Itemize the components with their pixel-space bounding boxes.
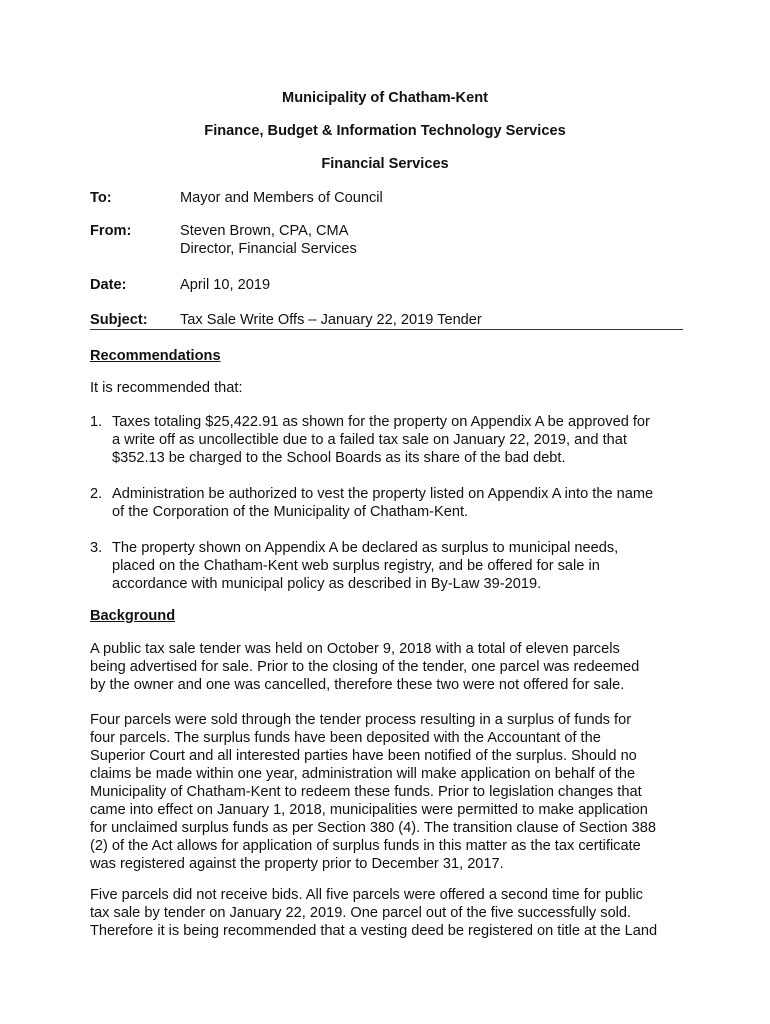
- recommendation-number: 3.: [90, 540, 103, 556]
- text-line: accordance with municipal policy as described in By-Law 39-2019.: [112, 576, 542, 592]
- to-label: To:: [90, 190, 112, 206]
- recommendation-text: [112, 539, 618, 593]
- background-heading: Background: [90, 608, 176, 624]
- recommendation-number: 2.: [90, 486, 103, 502]
- department-title: Finance, Budget & Information Technology Services: [204, 123, 566, 139]
- subject-label: Subject:: [90, 312, 148, 328]
- text-line: A public tax sale tender was held on October 9, 2018 with a total of eleven parcels: [90, 641, 620, 657]
- recommendations-intro: It is recommended that:: [90, 380, 243, 396]
- text-line: being advertised for sale. Prior to the closing of the tender, one parcel was redeemed: [90, 659, 640, 675]
- text-line: for unclaimed surplus funds as per Section 380 (4). The transition clause of Section 388: [90, 820, 656, 836]
- text-line: Superior Court and all interested parties have been notified of the surplus. Should no: [90, 748, 637, 764]
- text-line: came into effect on January 1, 2018, municipalities were permitted to make application: [90, 802, 648, 818]
- organization-title: Municipality of Chatham-Kent: [282, 90, 488, 106]
- text-line: (2) of the Act allows for application of surplus funds in this matter as the tax certificate: [90, 838, 641, 854]
- recommendation-text: [112, 485, 653, 521]
- from-label: From:: [90, 223, 132, 239]
- text-line: Four parcels were sold through the tender process resulting in a surplus of funds for: [90, 712, 632, 728]
- text-line: four parcels. The surplus funds have been deposited with the Accountant of the: [90, 730, 601, 746]
- recommendation-number: 1.: [90, 414, 103, 430]
- text-line: Administration be authorized to vest the property listed on Appendix A into the name: [112, 486, 654, 502]
- text-line: Five parcels did not receive bids. All five parcels were offered a second time for public: [90, 887, 643, 903]
- text-line: Therefore it is being recommended that a vesting deed be registered on title at the Land: [90, 923, 658, 939]
- division-title: Financial Services: [321, 156, 449, 172]
- text-line: placed on the Chatham-Kent web surplus registry, and be offered for sale in: [112, 558, 600, 574]
- text-line: $352.13 be charged to the School Boards as its share of the bad debt.: [112, 450, 566, 466]
- header-divider: [90, 329, 683, 330]
- recommendations-heading: Recommendations: [90, 348, 221, 364]
- text-line: Taxes totaling $25,422.91 as shown for the property on Appendix A be approved for: [112, 414, 650, 430]
- text-line: of the Corporation of the Municipality of Chatham-Kent.: [112, 504, 469, 520]
- text-line: by the owner and one was cancelled, therefore these two were not offered for sale.: [90, 677, 625, 693]
- recommendation-text: [112, 413, 650, 467]
- background-paragraph: [90, 711, 690, 873]
- text-line: claims be made within one year, administration will make application on behalf of the: [90, 766, 636, 782]
- background-paragraph: [90, 640, 690, 694]
- from-name: Steven Brown, CPA, CMA: [180, 223, 349, 239]
- text-line: was registered against the property prior to December 31, 2017.: [90, 856, 504, 872]
- text-line: Municipality of Chatham-Kent to redeem these funds. Prior to legislation changes that: [90, 784, 642, 800]
- subject-value: Tax Sale Write Offs – January 22, 2019 Tender: [180, 312, 482, 328]
- background-paragraph: [90, 886, 690, 940]
- date-label: Date:: [90, 277, 127, 293]
- to-value: Mayor and Members of Council: [180, 190, 383, 206]
- text-line: The property shown on Appendix A be declared as surplus to municipal needs,: [112, 540, 619, 556]
- text-line: tax sale by tender on January 22, 2019. One parcel out of the five successfully sold.: [90, 905, 632, 921]
- text-line: a write off as uncollectible due to a failed tax sale on January 22, 2019, and that: [112, 432, 627, 448]
- from-title: Director, Financial Services: [180, 241, 357, 257]
- date-value: April 10, 2019: [180, 277, 271, 293]
